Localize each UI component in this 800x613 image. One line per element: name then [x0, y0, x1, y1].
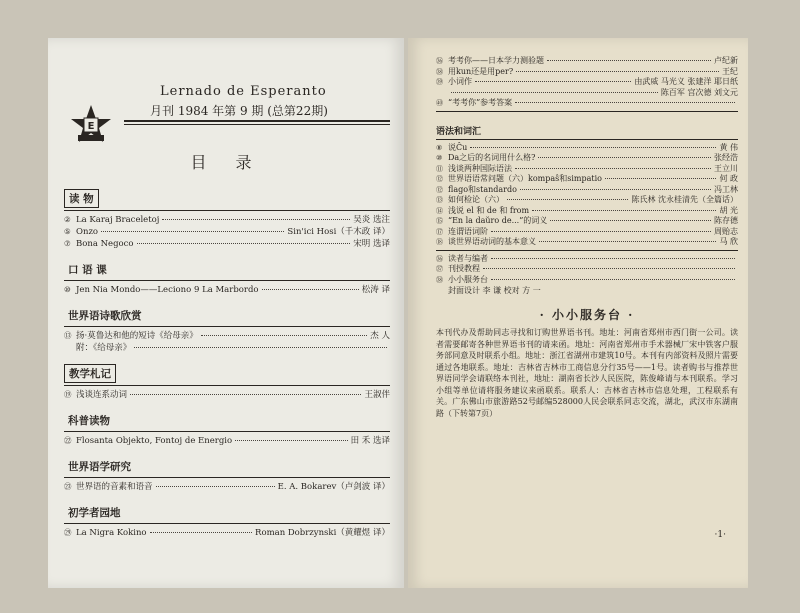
dotted-leader: [150, 532, 253, 533]
entry-page-number: ⑧: [436, 143, 443, 152]
dotted-leader: [538, 157, 711, 158]
entry-page-number: ⑬: [64, 331, 72, 340]
dotted-leader: [137, 243, 351, 244]
toc-entry: [64, 527, 390, 539]
logo-letter: E: [87, 121, 95, 132]
right-page: [408, 38, 748, 588]
misc-entries: [436, 254, 738, 286]
section-title: 读 物: [64, 189, 99, 208]
toc-entry: [436, 206, 738, 217]
toc-title: 目 录: [190, 153, 264, 172]
entry-title: 谈世界语动词的基本意义: [448, 237, 536, 246]
toc-entry: [436, 185, 738, 196]
entry-page-number: ⑰: [436, 227, 443, 236]
entry-page-number: ㊳: [436, 275, 443, 284]
entry-title: 刊授教程: [448, 264, 480, 273]
entry-page-number: ⑩: [436, 154, 443, 162]
entry-page-number: ㊵: [436, 99, 443, 107]
dotted-leader: [491, 279, 735, 280]
entry-author: 何 政: [719, 174, 738, 183]
section-title: 科普读物: [68, 415, 110, 427]
entry-author: 张经浩: [714, 153, 738, 162]
entry-author: 陈百军 宫次德 刘文元: [660, 87, 738, 97]
entry-page-number: ⑲: [64, 390, 72, 399]
dotted-leader: [201, 335, 368, 336]
entry-author: Sin'ici Hosi（千木政 译）: [287, 227, 390, 237]
toc-entry: [436, 143, 738, 154]
toc-entry: [436, 237, 738, 248]
dotted-leader: [520, 189, 711, 190]
entry-author: 黄 伟: [719, 142, 738, 152]
entry-page-number: ㊲: [436, 265, 443, 273]
toc-entry: [436, 254, 738, 265]
entry-title: Flosanta Objekto, Fontoj de Energio: [76, 436, 233, 446]
entry-page-number: ②: [64, 215, 71, 224]
magazine-title: Lernado de Esperanto: [160, 84, 327, 99]
entry-author: 卢纪新: [714, 56, 738, 65]
dotted-leader: [130, 394, 361, 395]
entry-author: Roman Dobrzynski（黄耀煜 译）: [255, 528, 390, 538]
section-divider: [64, 477, 390, 478]
dotted-leader: [515, 168, 711, 169]
header-divider-thin: [124, 124, 390, 125]
entry-title: 用kun还是用per?: [448, 66, 514, 76]
entry-page-number: ⑭: [436, 206, 443, 215]
service-desk-text: 本刊代办及帮助同志寻找和订购世界语书刊。地址：河南省郑州市西门街一公司。读者需要邮寄各种世界语书刊的请来函。地址：河南省郑州市手术器械厂宋中铁客户服务部同意及时联系小组。地址：浙江省湖州市建筑10号。本刊有内部资料及照片需要通过各地联系。地址：吉林省吉林市工商信息分行35号——1号。读者购书与推荐世界语同学会请联络本刊社，地址：湖南省长沙人民医院，陈俊峰请与本刊联系。学习小组等单位请将服务建议来函联系。联系人：吉林省吉林市信息处理，工程联系有关。广东佛山市旅游路52号邮编528000人民会联系同志交流，湖北，武汉市东湖南路（下转第7页）: [436, 328, 738, 418]
dotted-leader: [532, 210, 716, 211]
dotted-leader: [516, 71, 719, 72]
entry-page-number: ⑩: [64, 285, 71, 294]
dotted-leader: [101, 231, 284, 232]
entry-author: 王立川: [714, 163, 738, 173]
dotted-leader: [483, 268, 735, 269]
toc-section: [64, 187, 390, 250]
entry-title: 说Ĉu: [448, 142, 468, 152]
entry-title: 浅说 el 和 de 和 from: [448, 205, 530, 215]
toc-entry: [436, 88, 738, 99]
credits-line: 封面设计 李 谦 校对 方 一: [448, 286, 541, 295]
left-page: [48, 38, 404, 588]
entry-title: 浅谈两种国际语法: [448, 163, 512, 173]
section-divider: [436, 111, 738, 112]
entry-author: 王纪: [722, 66, 738, 76]
entry-page-number: ㉙: [64, 528, 72, 537]
entry-page-number: ㉓: [64, 482, 72, 491]
toc-entry: [436, 216, 738, 227]
section-divider: [64, 523, 390, 524]
esperanto-star-logo-icon: [70, 104, 112, 144]
section-title: 世界语学研究: [68, 461, 131, 473]
section-title: 口 语 课: [68, 264, 107, 276]
entry-title: flago和standardo: [448, 184, 517, 194]
entry-title: 扬·莫鲁达和他的短诗《给母亲》: [76, 331, 198, 341]
dotted-leader: [605, 178, 716, 179]
section-title: 初学者园地: [68, 507, 121, 519]
toc-entry: [64, 214, 390, 226]
page-number: ·1·: [714, 530, 726, 540]
entry-author: 马 欣: [719, 237, 738, 246]
entry-title: 浅谈连系动词: [76, 390, 128, 400]
entry-page-number: ⑫: [436, 175, 443, 183]
issue-line: 月刊 1984 年第 9 期 (总第22期): [150, 104, 328, 118]
entry-author: 周贻志: [714, 226, 738, 236]
dotted-leader: [539, 241, 716, 242]
toc-entry: [436, 56, 738, 67]
toc-entry: [436, 264, 738, 275]
toc-section: [64, 362, 390, 401]
toc-entry: [436, 77, 738, 88]
entry-author: 松涛 译: [361, 285, 390, 295]
entry-title: 世界语语常问题（六）kompaŝ和simpatio: [448, 174, 602, 183]
toc-section: [64, 304, 390, 354]
dotted-leader: [550, 220, 711, 221]
dotted-leader: [162, 219, 350, 220]
toc-entry: [64, 435, 390, 447]
section-divider: [64, 431, 390, 432]
section-divider: [436, 139, 738, 140]
entry-title: 读者与编者: [448, 253, 488, 263]
entry-author: 陈氏林 沈永桂清先（全篇话）: [631, 195, 738, 204]
toc-entry: [64, 342, 390, 354]
toc-section: [64, 501, 390, 539]
entry-page-number: ㉒: [64, 436, 72, 445]
service-desk-title: · 小小服务台 ·: [539, 308, 635, 322]
section-divider: [64, 210, 390, 211]
toc-section: [64, 409, 390, 447]
entry-page-number: ㊱: [436, 254, 443, 263]
dotted-leader: [235, 440, 347, 441]
toc-entry: [64, 389, 390, 401]
entry-author: 吴炎 选注: [353, 215, 390, 225]
entry-page-number: ⑪: [436, 164, 443, 173]
toc-entry: [436, 227, 738, 238]
toc-entry: [436, 98, 738, 109]
section-divider: [436, 250, 738, 251]
entry-title: La Nigra Kokino: [76, 528, 147, 538]
entry-page-number: ⑫: [436, 185, 443, 194]
entry-page-number: ㊳: [436, 67, 443, 76]
entry-title: Jen Nia Mondo——Leciono 9 La Marbordo: [76, 285, 259, 295]
toc-entry: [64, 238, 390, 250]
entry-title: 小词作: [448, 77, 472, 86]
header-divider: [124, 120, 390, 122]
entry-page-number: ⑬: [436, 196, 443, 204]
entry-title: 附：《给母亲》: [76, 343, 132, 353]
entry-title: Onzo: [76, 227, 99, 237]
toc-entry: [64, 481, 390, 493]
toc-sections: [64, 187, 390, 539]
entry-page-number: ⑱: [436, 238, 443, 246]
toc-entry: [64, 226, 390, 238]
entry-title: 如何检论（六）: [448, 195, 504, 204]
dotted-leader: [470, 147, 716, 148]
dotted-leader: [507, 199, 628, 200]
entry-author: 宋明 选译: [353, 239, 390, 249]
entry-title: 考考你——日本学力测验题: [448, 56, 544, 65]
entry-page-number: ⑤: [64, 227, 71, 236]
toc-continued-top: [436, 56, 738, 109]
toc-entry: [436, 164, 738, 175]
entry-title: 连谓语词阶: [448, 226, 488, 236]
toc-entry: [64, 284, 390, 296]
dotted-leader: [515, 102, 735, 103]
entry-title: La Karaj Braceletoj: [76, 215, 160, 225]
toc-entry: [436, 67, 738, 78]
entry-author: 王淑伴: [364, 390, 390, 400]
entry-author: 由武威 马光义 张建洋 耶日纸: [634, 77, 738, 86]
entry-author: 胡 光: [719, 205, 738, 215]
toc-section: [64, 258, 390, 296]
dotted-leader: [491, 258, 735, 259]
dotted-leader: [547, 60, 711, 61]
entry-title: 世界语的音素和语音: [76, 482, 153, 492]
entry-author: E. A. Bokarev（卢剑波 译）: [277, 482, 390, 492]
entry-title: “En la daŭro de...”的词义: [448, 216, 548, 225]
dotted-leader: [156, 486, 275, 487]
dotted-leader: [475, 81, 631, 82]
toc-entry: [436, 174, 738, 185]
section-divider: [64, 385, 390, 386]
entry-author: 杰 人: [370, 331, 390, 341]
section-divider: [64, 280, 390, 281]
entry-title: “考考你”参考答案: [448, 98, 513, 107]
toc-entry: [436, 153, 738, 164]
entry-page-number: ㊴: [436, 78, 443, 86]
entry-title: 小小服务台: [448, 274, 488, 284]
entry-page-number: ⑦: [64, 239, 71, 248]
dotted-leader: [491, 231, 711, 232]
toc-entry: [436, 195, 738, 206]
section-title: 世界语诗歌欣赏: [68, 310, 142, 322]
entry-title: Bona Negoco: [76, 239, 134, 249]
dotted-leader: [262, 289, 359, 290]
dotted-leader: [134, 347, 387, 348]
entry-author: 冯工林: [714, 184, 738, 194]
entry-author: 田 禾 选译: [350, 436, 390, 446]
masthead: [64, 54, 390, 138]
section-divider: [64, 326, 390, 327]
toc-entry: [64, 330, 390, 342]
grammar-entries: [436, 143, 738, 248]
toc-entry: [436, 275, 738, 286]
entry-author: 陈存德: [714, 216, 738, 225]
entry-page-number: ⑮: [436, 217, 443, 225]
section-title: 教学札记: [64, 364, 116, 383]
dotted-leader: [451, 92, 658, 93]
entry-title: Da之后的名词用什么格?: [448, 153, 536, 162]
toc-section: [64, 455, 390, 493]
grammar-section-title: 语法和词汇: [436, 126, 482, 137]
entry-page-number: ㊱: [436, 57, 443, 65]
